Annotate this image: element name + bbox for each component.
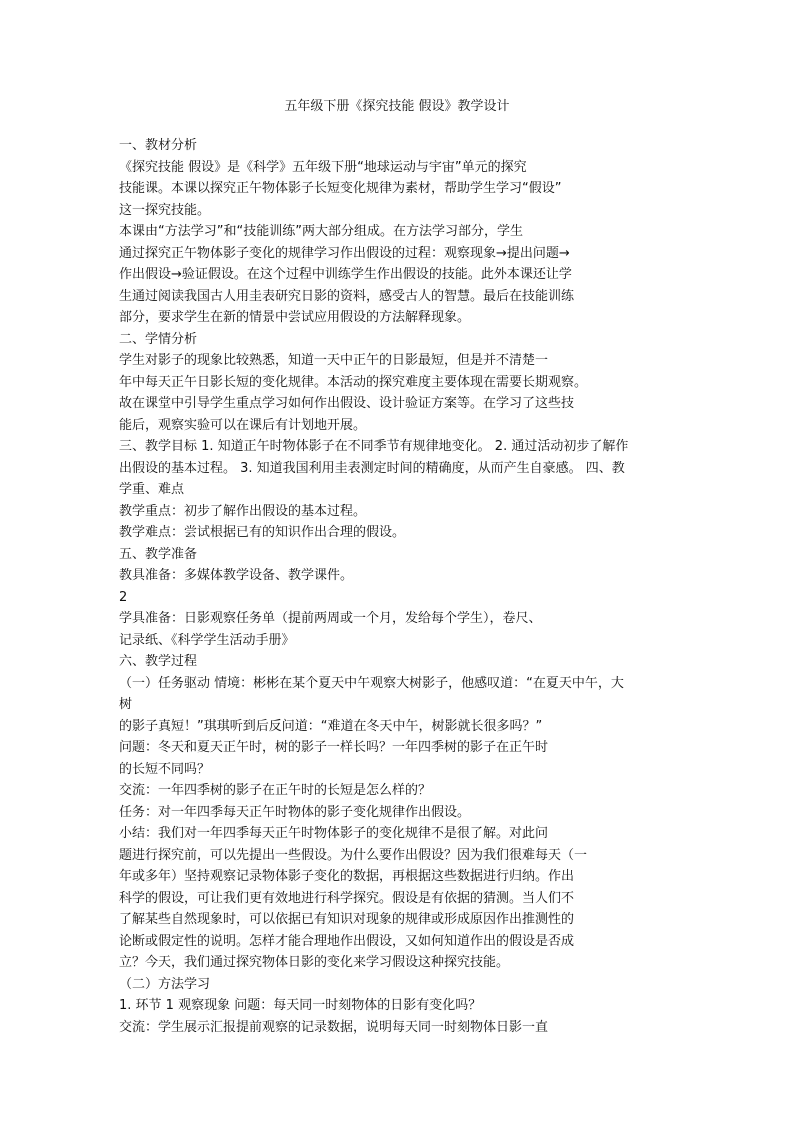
- text-line: 1. 环节 1 观察现象 问题：每天同一时刻物体的日影有变化吗？: [119, 998, 482, 1013]
- text-line: 《探究技能 假设》是《科学》五年级下册“地球运动与宇宙”单元的探究: [119, 159, 527, 175]
- text-line: 六、教学过程: [119, 654, 198, 669]
- text-line: 任务：对一年四季每天正午时物体的影子变化规律作出假设。: [119, 804, 471, 820]
- text-line: 问题：冬天和夏天正午时，树的影子一样长吗？一年四季树的影子在正午时: [119, 740, 549, 755]
- text-line: 交流：一年四季树的影子在正午时的长短是怎么样的？: [119, 783, 432, 798]
- text-line: 年或多年）坚持观察记录物体影子变化的数据，再根据这些数据进行归纳。作出: [119, 869, 575, 884]
- text-line: 题进行探究前，可以先提出一些假设。为什么要作出假设？因为我们很难每天（一: [119, 847, 588, 863]
- text-line: 五、教学准备: [119, 546, 198, 562]
- text-line: 年中每天正午日影长短的变化规律。本活动的探究难度主要体现在需要长期观察。: [119, 374, 588, 390]
- text-line: 学重、难点: [119, 482, 185, 497]
- text-line: 能后，观察实验可以在课后有计划地开展。: [119, 417, 367, 433]
- text-line: 论断或假定性的说明。怎样才能合理地作出假设，又如何知道作出的假设是否成: [119, 933, 575, 949]
- text-line: （一）任务驱动 情境：彬彬在某个夏天中午观察大树影子，他感叹道：“在夏天中午，大: [119, 675, 624, 691]
- text-line: 学具准备：日影观察任务单（提前两周或一个月，发给每个学生），卷尺、: [119, 611, 542, 626]
- text-line: （二）方法学习: [119, 976, 211, 992]
- text-line: 三、教学目标 1. 知道正午时物体影子在不同季节有规律地变化。 2. 通过活动初步了解作: [119, 439, 629, 454]
- text-line: 技能课。本课以探究正午物体影子长短变化规律为素材，帮助学生学习“假设”: [119, 181, 562, 196]
- text-line: 的长短不同吗？: [119, 761, 211, 777]
- text-line: 部分，要求学生在新的情景中尝试应用假设的方法解释现象。: [119, 310, 471, 325]
- text-line: 一、教材分析: [119, 138, 198, 153]
- text-line: 了解某些自然现象时，可以依据已有知识对现象的规律或形成原因作出推测性的: [119, 912, 575, 927]
- document-body: [119, 135, 679, 1038]
- text-line: 教学难点：尝试根据已有的知识作出合理的假设。: [119, 525, 406, 540]
- text-line: 出假设的基本过程。 3. 知道我国利用圭表测定时间的精确度，从而产生自豪感。 四、教: [119, 460, 625, 476]
- text-line: 科学的假设，可让我们更有效地进行科学探究。假设是有依据的猜测。当人们不: [119, 890, 575, 906]
- text-line: 作出假设→验证假设。在这个过程中训练学生作出假设的技能。此外本课还让学: [119, 267, 572, 282]
- text-line: 通过探究正午物体影子变化的规律学习作出假设的过程：观察现象→提出问题→: [119, 245, 570, 261]
- text-line: 2: [119, 589, 128, 605]
- text-line: 教学重点：初步了解作出假设的基本过程。: [119, 503, 367, 519]
- text-line: 小结：我们对一年四季每天正午时物体影子的变化规律不是很了解。对此问: [119, 826, 549, 841]
- text-line: 记录纸、《科学学生活动手册》: [119, 632, 295, 648]
- text-line: 生通过阅读我国古人用圭表研究日影的资料，感受古人的智慧。最后在技能训练: [119, 288, 575, 304]
- text-line: 树: [119, 697, 133, 712]
- text-line: 教具准备：多媒体教学设备、教学课件。: [119, 568, 354, 583]
- text-line: 学生对影子的现象比较熟悉，知道一天中正午的日影最短，但是并不清楚一: [119, 353, 549, 368]
- text-line: 立？今天，我们通过探究物体日影的变化来学习假设这种探究技能。: [119, 955, 510, 970]
- text-line: 的影子真短！”琪琪听到后反问道：“难道在冬天中午，树影就长很多吗？”: [119, 718, 543, 734]
- text-line: 二、学情分析: [119, 331, 198, 347]
- document-title: 五年级下册《探究技能 假设》教学设计: [284, 99, 510, 114]
- text-line: 故在课堂中引导学生重点学习如何作出假设、设计验证方案等。在学习了这些技: [119, 396, 575, 411]
- text-line: 这一探究技能。: [119, 202, 211, 218]
- text-line: 交流：学生展示汇报提前观察的记录数据，说明每天同一时刻物体日影一直: [119, 1019, 549, 1035]
- text-line: 本课由“方法学习”和“技能训练”两大部分组成。在方法学习部分，学生: [119, 224, 523, 239]
